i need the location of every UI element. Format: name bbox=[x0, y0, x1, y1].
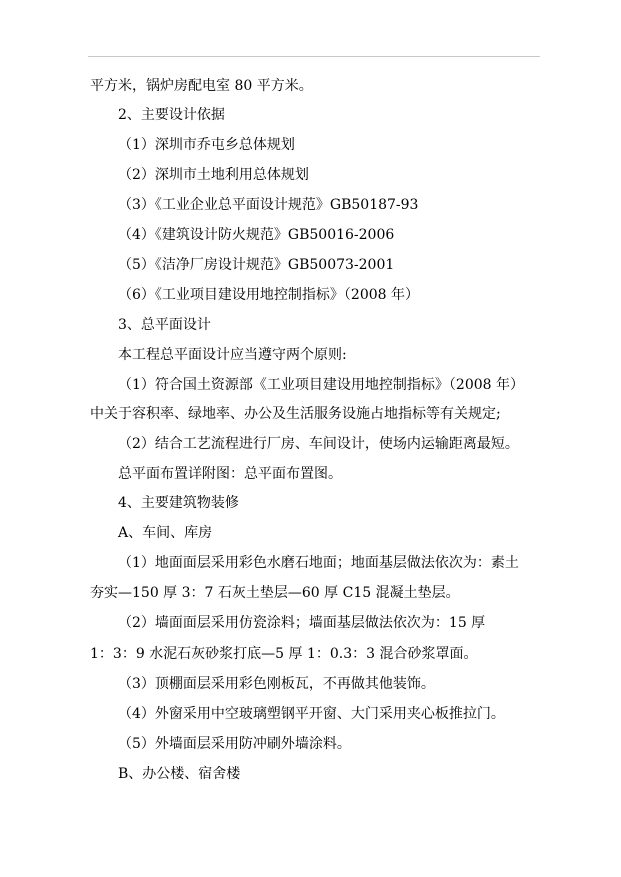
list-item: （2）深圳市土地利用总体规划 bbox=[118, 167, 309, 183]
list-item: （3）《工业企业总平面设计规范》GB50187-93 bbox=[118, 197, 419, 213]
list-item: （6）《工业项目建设用地控制指标》（2008 年） bbox=[118, 287, 419, 303]
text-line: 总平面布置详附图：总平面布置图。 bbox=[118, 466, 342, 482]
section-heading: 2、主要设计依据 bbox=[118, 107, 225, 123]
sub-heading: B、办公楼、宿舍楼 bbox=[118, 766, 241, 782]
list-item: （1）地面面层采用彩色水磨石地面；地面基层做法依次为：素土 bbox=[118, 555, 519, 571]
text-line: 1：3：9 水泥石灰砂浆打底—5 厚 1：0.3：3 混合砂浆罩面。 bbox=[90, 646, 478, 662]
list-item: （1）符合国土资源部《工业项目建设用地控制指标》（2008 年） bbox=[118, 377, 524, 393]
text-line: 夯实—150 厚 3：7 石灰土垫层—60 厚 C15 混凝土垫层。 bbox=[90, 585, 460, 601]
list-item: （2）结合工艺流程进行厂房、车间设计，使场内运输距离最短。 bbox=[118, 436, 519, 452]
text-line: 中关于容积率、绿地率、办公及生活服务设施占地指标等有关规定; bbox=[90, 406, 501, 422]
section-heading: 3、总平面设计 bbox=[118, 317, 211, 333]
sub-heading: A、车间、库房 bbox=[118, 525, 213, 541]
list-item: （5）外墙面层采用防冲刷外墙涂料。 bbox=[118, 736, 351, 752]
list-item: （4）《建筑设计防火规范》GB50016-2006 bbox=[118, 227, 395, 243]
list-item: （3）顶棚面层采用彩色刚板瓦，不再做其他装饰。 bbox=[118, 676, 435, 692]
list-item: （2）墙面面层采用仿瓷涂料；墙面基层做法依次为：15 厚 bbox=[118, 615, 486, 631]
text-line: 本工程总平面设计应当遵守两个原则: bbox=[118, 347, 347, 363]
text-line: 平方米，锅炉房配电室 80 平方米。 bbox=[90, 78, 313, 94]
list-item: （4）外窗采用中空玻璃塑钢平开窗、大门采用夹心板推拉门。 bbox=[118, 706, 505, 722]
list-item: （1）深圳市乔屯乡总体规划 bbox=[118, 137, 295, 153]
header-rule bbox=[88, 56, 540, 57]
list-item: （5）《洁净厂房设计规范》GB50073-2001 bbox=[118, 257, 395, 273]
section-heading: 4、主要建筑物装修 bbox=[118, 495, 239, 511]
